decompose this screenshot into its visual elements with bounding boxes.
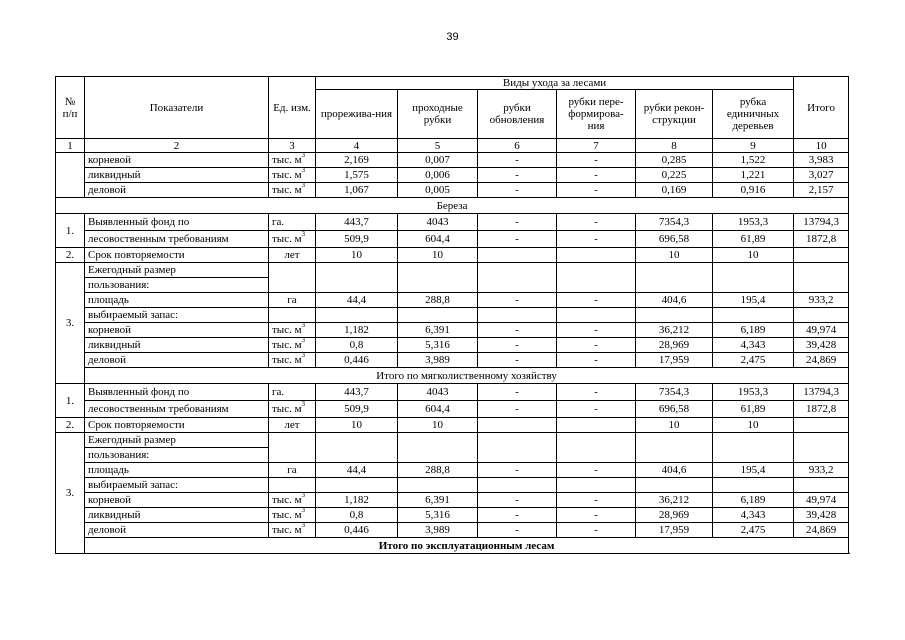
table-row [56, 183, 849, 198]
value-cell: 404,6 [636, 463, 713, 478]
value-cell: 4043 [398, 384, 478, 401]
row-label: корневой [85, 323, 269, 338]
column-number: 1 [56, 139, 85, 153]
value-cell: 6,391 [398, 323, 478, 338]
value-cell: 7354,3 [636, 214, 713, 231]
value-cell: 10 [636, 418, 713, 433]
value-cell: 509,9 [316, 401, 398, 418]
empty-cell [636, 478, 713, 493]
row-label: ликвидный [85, 338, 269, 353]
header-col: рубки обновления [478, 90, 557, 139]
row-label: лесовоственным требованиям [85, 231, 269, 248]
row-label: площадь [85, 463, 269, 478]
empty-cell [478, 263, 557, 293]
value-cell: 4,343 [713, 508, 794, 523]
empty-cell [713, 433, 794, 463]
value-cell: 10 [398, 418, 478, 433]
empty-cell [636, 433, 713, 463]
value-cell: 3,983 [794, 153, 849, 168]
row-label: деловой [85, 523, 269, 538]
empty-cell [316, 433, 398, 463]
unit-cell: лет [269, 248, 316, 263]
row-label: деловой [85, 353, 269, 368]
value-cell: 2,169 [316, 153, 398, 168]
value-cell: 17,959 [636, 353, 713, 368]
value-cell: 195,4 [713, 463, 794, 478]
empty-cell [269, 308, 316, 323]
forest-care-table [55, 76, 849, 554]
value-cell: 10 [636, 248, 713, 263]
value-cell: 61,89 [713, 231, 794, 248]
row-label: Ежегодный размер [85, 263, 269, 278]
value-cell: 604,4 [398, 401, 478, 418]
value-cell: 44,4 [316, 293, 398, 308]
unit-cell: га [269, 463, 316, 478]
value-cell: 443,7 [316, 214, 398, 231]
empty-cell [794, 263, 849, 293]
value-cell: 1,067 [316, 183, 398, 198]
value-cell: 3,027 [794, 168, 849, 183]
row-number: 3. [56, 433, 85, 554]
empty-cell [398, 478, 478, 493]
empty-cell [269, 263, 316, 293]
value-cell: - [478, 463, 557, 478]
empty-cell [316, 308, 398, 323]
value-cell: 404,6 [636, 293, 713, 308]
unit-cell: лет [269, 418, 316, 433]
unit-cell: га. [269, 214, 316, 231]
value-cell: 4043 [398, 214, 478, 231]
value-cell: 5,316 [398, 508, 478, 523]
value-cell: 933,2 [794, 293, 849, 308]
unit-cell: тыс. $м^3$ [269, 183, 316, 198]
value-cell [794, 248, 849, 263]
value-cell: 1872,8 [794, 231, 849, 248]
cubic-superscript: 3 [301, 182, 306, 190]
column-number: 5 [398, 139, 478, 153]
table-row [56, 198, 849, 214]
table-row [56, 508, 849, 523]
value-cell: 10 [316, 418, 398, 433]
unit-cell: тыс. $м^3$ [269, 338, 316, 353]
unit-cell: тыс. $м^3$ [269, 508, 316, 523]
column-number: 6 [478, 139, 557, 153]
table-row [56, 368, 849, 384]
value-cell: 6,391 [398, 493, 478, 508]
cubic-superscript: 3 [301, 230, 306, 239]
column-number: 4 [316, 139, 398, 153]
value-cell: - [478, 523, 557, 538]
value-cell: 933,2 [794, 463, 849, 478]
value-cell [557, 248, 636, 263]
empty-cell [557, 263, 636, 293]
table-row [56, 263, 849, 278]
empty-cell [557, 433, 636, 463]
value-cell: 10 [398, 248, 478, 263]
value-cell: 1,182 [316, 323, 398, 338]
row-number: 2. [56, 248, 85, 263]
unit-cell: тыс. $м^3$ [269, 523, 316, 538]
row-number: 1. [56, 384, 85, 418]
empty-cell [794, 478, 849, 493]
value-cell: 13794,3 [794, 214, 849, 231]
value-cell: 443,7 [316, 384, 398, 401]
empty-cell [398, 263, 478, 293]
section-title: Итого по мягколиственному хозяйству [85, 368, 849, 384]
value-cell [478, 418, 557, 433]
value-cell: 288,8 [398, 463, 478, 478]
value-cell: 696,58 [636, 401, 713, 418]
empty-cell [316, 263, 398, 293]
value-cell: 696,58 [636, 231, 713, 248]
header-col: проходные рубки [398, 90, 478, 139]
value-cell: 4,343 [713, 338, 794, 353]
empty-cell [713, 308, 794, 323]
table-row [56, 168, 849, 183]
table-row [56, 493, 849, 508]
value-cell: - [557, 231, 636, 248]
header-num: № п/п [56, 77, 85, 139]
value-cell: - [478, 183, 557, 198]
value-cell: 195,4 [713, 293, 794, 308]
table-row [56, 384, 849, 401]
row-number: 1. [56, 214, 85, 248]
empty-cell [398, 433, 478, 463]
value-cell: 6,189 [713, 493, 794, 508]
value-cell: 61,89 [713, 401, 794, 418]
value-cell: 1,182 [316, 493, 398, 508]
value-cell: 0,285 [636, 153, 713, 168]
value-cell: - [557, 508, 636, 523]
header-col: рубки рекон-струкции [636, 90, 713, 139]
table-row [56, 538, 849, 554]
value-cell: - [557, 214, 636, 231]
row-label: Выявленный фонд по [85, 214, 269, 231]
value-cell: 2,157 [794, 183, 849, 198]
empty-cell [794, 308, 849, 323]
value-cell [478, 248, 557, 263]
header-col: рубки пере-формирова-ния [557, 90, 636, 139]
header-total: Итого [794, 77, 849, 139]
value-cell: 0,006 [398, 168, 478, 183]
empty-cell [713, 263, 794, 293]
value-cell: 1953,3 [713, 214, 794, 231]
unit-cell: тыс. $м^3$ [269, 353, 316, 368]
cubic-superscript: 3 [301, 167, 306, 175]
table-row [56, 433, 849, 448]
value-cell: 3,989 [398, 523, 478, 538]
value-cell: 44,4 [316, 463, 398, 478]
column-number: 3 [269, 139, 316, 153]
value-cell: 0,446 [316, 353, 398, 368]
row-label: пользования: [85, 278, 269, 293]
empty-cell [56, 153, 85, 198]
empty-cell [713, 478, 794, 493]
column-number: 9 [713, 139, 794, 153]
empty-cell [269, 478, 316, 493]
empty-cell [557, 478, 636, 493]
value-cell: 0,169 [636, 183, 713, 198]
table-row [56, 214, 849, 231]
value-cell: - [557, 323, 636, 338]
table-row [56, 338, 849, 353]
value-cell: 13794,3 [794, 384, 849, 401]
row-label: ликвидный [85, 168, 269, 183]
value-cell: - [557, 338, 636, 353]
row-label: корневой [85, 153, 269, 168]
value-cell: - [478, 168, 557, 183]
table-row [56, 231, 849, 248]
value-cell: 288,8 [398, 293, 478, 308]
value-cell: 5,316 [398, 338, 478, 353]
value-cell: - [557, 353, 636, 368]
empty-cell [269, 433, 316, 463]
empty-cell [636, 263, 713, 293]
value-cell: 36,212 [636, 323, 713, 338]
value-cell: - [557, 153, 636, 168]
value-cell: 0,225 [636, 168, 713, 183]
empty-cell [398, 308, 478, 323]
empty-cell [478, 478, 557, 493]
value-cell: - [557, 183, 636, 198]
value-cell: 24,869 [794, 523, 849, 538]
value-cell: 0,8 [316, 338, 398, 353]
header-group: Виды ухода за лесами [316, 77, 794, 90]
cubic-superscript: 3 [301, 337, 306, 345]
value-cell: - [557, 463, 636, 478]
value-cell: - [478, 214, 557, 231]
header-indicators: Показатели [85, 77, 269, 139]
row-label: Ежегодный размер [85, 433, 269, 448]
value-cell: 7354,3 [636, 384, 713, 401]
value-cell [557, 418, 636, 433]
unit-cell: тыс. $м^3$ [269, 401, 316, 418]
value-cell: 17,959 [636, 523, 713, 538]
unit-cell: тыс. $м^3$ [269, 323, 316, 338]
section-title: Береза [56, 198, 849, 214]
cubic-superscript: 3 [301, 492, 306, 500]
empty-cell [636, 308, 713, 323]
value-cell: - [478, 401, 557, 418]
empty-cell [478, 308, 557, 323]
empty-cell [794, 433, 849, 463]
value-cell: 1,221 [713, 168, 794, 183]
value-cell: 10 [316, 248, 398, 263]
value-cell: - [557, 401, 636, 418]
value-cell: 0,446 [316, 523, 398, 538]
table-row [56, 353, 849, 368]
cubic-superscript: 3 [301, 152, 306, 160]
value-cell: 1,575 [316, 168, 398, 183]
value-cell: 39,428 [794, 508, 849, 523]
empty-cell [316, 478, 398, 493]
value-cell [794, 418, 849, 433]
row-label: ликвидный [85, 508, 269, 523]
row-label: пользования: [85, 448, 269, 463]
table-row [56, 293, 849, 308]
empty-cell [478, 433, 557, 463]
header-col: рубка единичных деревьев [713, 90, 794, 139]
value-cell: 1,522 [713, 153, 794, 168]
row-label: корневой [85, 493, 269, 508]
page-number: 39 [446, 31, 459, 43]
header-col: прорежива-ния [316, 90, 398, 139]
value-cell: 509,9 [316, 231, 398, 248]
value-cell: 0,005 [398, 183, 478, 198]
row-label: лесовоственным требованиям [85, 401, 269, 418]
row-label: выбираемый запас: [85, 308, 269, 323]
value-cell: - [557, 293, 636, 308]
unit-cell: тыс. $м^3$ [269, 168, 316, 183]
value-cell: 0,8 [316, 508, 398, 523]
value-cell: 24,869 [794, 353, 849, 368]
value-cell: 28,969 [636, 508, 713, 523]
value-cell: - [478, 508, 557, 523]
unit-cell: тыс. $м^3$ [269, 153, 316, 168]
table-row [56, 401, 849, 418]
value-cell: 6,189 [713, 323, 794, 338]
cubic-superscript: 3 [301, 322, 306, 330]
final-section-title: Итого по эксплуатационным лесам [85, 538, 849, 554]
header-unit: Ед. изм. [269, 77, 316, 139]
row-label: Срок повторяемости [85, 418, 269, 433]
column-number: 8 [636, 139, 713, 153]
value-cell: - [478, 153, 557, 168]
cubic-superscript: 3 [301, 522, 306, 530]
value-cell: 1872,8 [794, 401, 849, 418]
row-label: Выявленный фонд по [85, 384, 269, 401]
value-cell: - [478, 384, 557, 401]
value-cell: - [478, 231, 557, 248]
table-row [56, 308, 849, 323]
column-number: 7 [557, 139, 636, 153]
value-cell: 28,969 [636, 338, 713, 353]
row-label: площадь [85, 293, 269, 308]
value-cell: 0,007 [398, 153, 478, 168]
table-row [56, 418, 849, 433]
value-cell: 2,475 [713, 353, 794, 368]
cubic-superscript: 3 [301, 352, 306, 360]
table-row [56, 248, 849, 263]
table-row [56, 323, 849, 338]
value-cell: - [478, 353, 557, 368]
value-cell: 49,974 [794, 323, 849, 338]
value-cell: 1953,3 [713, 384, 794, 401]
value-cell: - [557, 523, 636, 538]
column-numbers-row [56, 139, 849, 153]
value-cell: - [478, 323, 557, 338]
value-cell: - [557, 168, 636, 183]
value-cell: 39,428 [794, 338, 849, 353]
value-cell: - [478, 493, 557, 508]
value-cell: - [478, 338, 557, 353]
value-cell: 2,475 [713, 523, 794, 538]
row-label: выбираемый запас: [85, 478, 269, 493]
value-cell: - [557, 384, 636, 401]
unit-cell: га [269, 293, 316, 308]
cubic-superscript: 3 [301, 507, 306, 515]
unit-cell: тыс. $м^3$ [269, 493, 316, 508]
empty-cell [557, 308, 636, 323]
row-label: Срок повторяемости [85, 248, 269, 263]
unit-cell: га. [269, 384, 316, 401]
row-label: деловой [85, 183, 269, 198]
cubic-superscript: 3 [301, 400, 306, 409]
row-number: 2. [56, 418, 85, 433]
value-cell: 10 [713, 418, 794, 433]
row-number: 3. [56, 263, 85, 384]
unit-cell: тыс. $м^3$ [269, 231, 316, 248]
table-row [56, 153, 849, 168]
column-number: 2 [85, 139, 269, 153]
value-cell: - [557, 493, 636, 508]
value-cell: 36,212 [636, 493, 713, 508]
value-cell: 3,989 [398, 353, 478, 368]
value-cell: 0,916 [713, 183, 794, 198]
table-row [56, 478, 849, 493]
value-cell: 10 [713, 248, 794, 263]
value-cell: 49,974 [794, 493, 849, 508]
value-cell: 604,4 [398, 231, 478, 248]
column-number: 10 [794, 139, 849, 153]
table-row [56, 463, 849, 478]
table-row [56, 523, 849, 538]
value-cell: - [478, 293, 557, 308]
